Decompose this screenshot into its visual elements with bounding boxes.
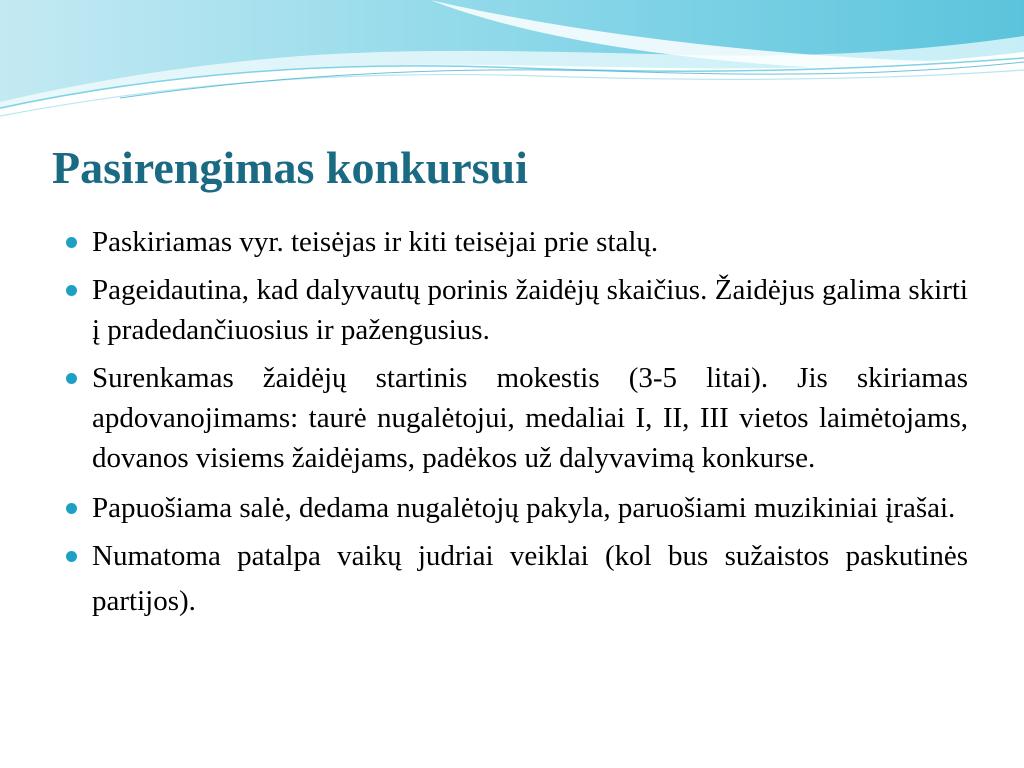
bullet-dot-icon (66, 373, 77, 384)
bullet-item (62, 358, 968, 478)
wave-layer-main (0, 0, 1024, 102)
bullet-item (62, 270, 968, 350)
bullet-text: Surenkamas žaidėjų startinis mokestis (3-5 litai). Jis skiriamas apdovanojimams: taurė nugalėtojui, medaliai I, II, III vietos laimėtojams, dovanos visiems žaidėjams, padėkos už dalyvavimą konkurse. (92, 362, 968, 474)
bullet-item (62, 486, 968, 531)
bullet-dot-icon (66, 551, 77, 562)
bullet-item (62, 534, 968, 624)
bullet-item (62, 222, 968, 262)
bullet-list (62, 222, 968, 627)
bullet-dot-icon (66, 285, 77, 296)
bullet-dot-icon (66, 237, 77, 248)
bullet-dot-icon (66, 503, 77, 514)
bullet-text: Papuošiama salė, dedama nugalėtojų pakyla, paruošiami muzikiniai įrašai. (92, 492, 956, 524)
decorative-wave-header (0, 0, 1024, 130)
bullet-text: Numatoma patalpa vaikų judriai veiklai (kol bus sužaistos paskutinės partijos). (92, 540, 968, 617)
bullet-text: Pageidautina, kad dalyvautų porinis žaidėjų skaičius. Žaidėjus galima skirti į pradedančiuosius ir pažengusius. (92, 274, 968, 346)
bullet-text: Paskiriamas vyr. teisėjas ir kiti teisėjai prie stalų. (92, 226, 659, 258)
slide-title: Pasirengimas konkursui (52, 142, 528, 193)
